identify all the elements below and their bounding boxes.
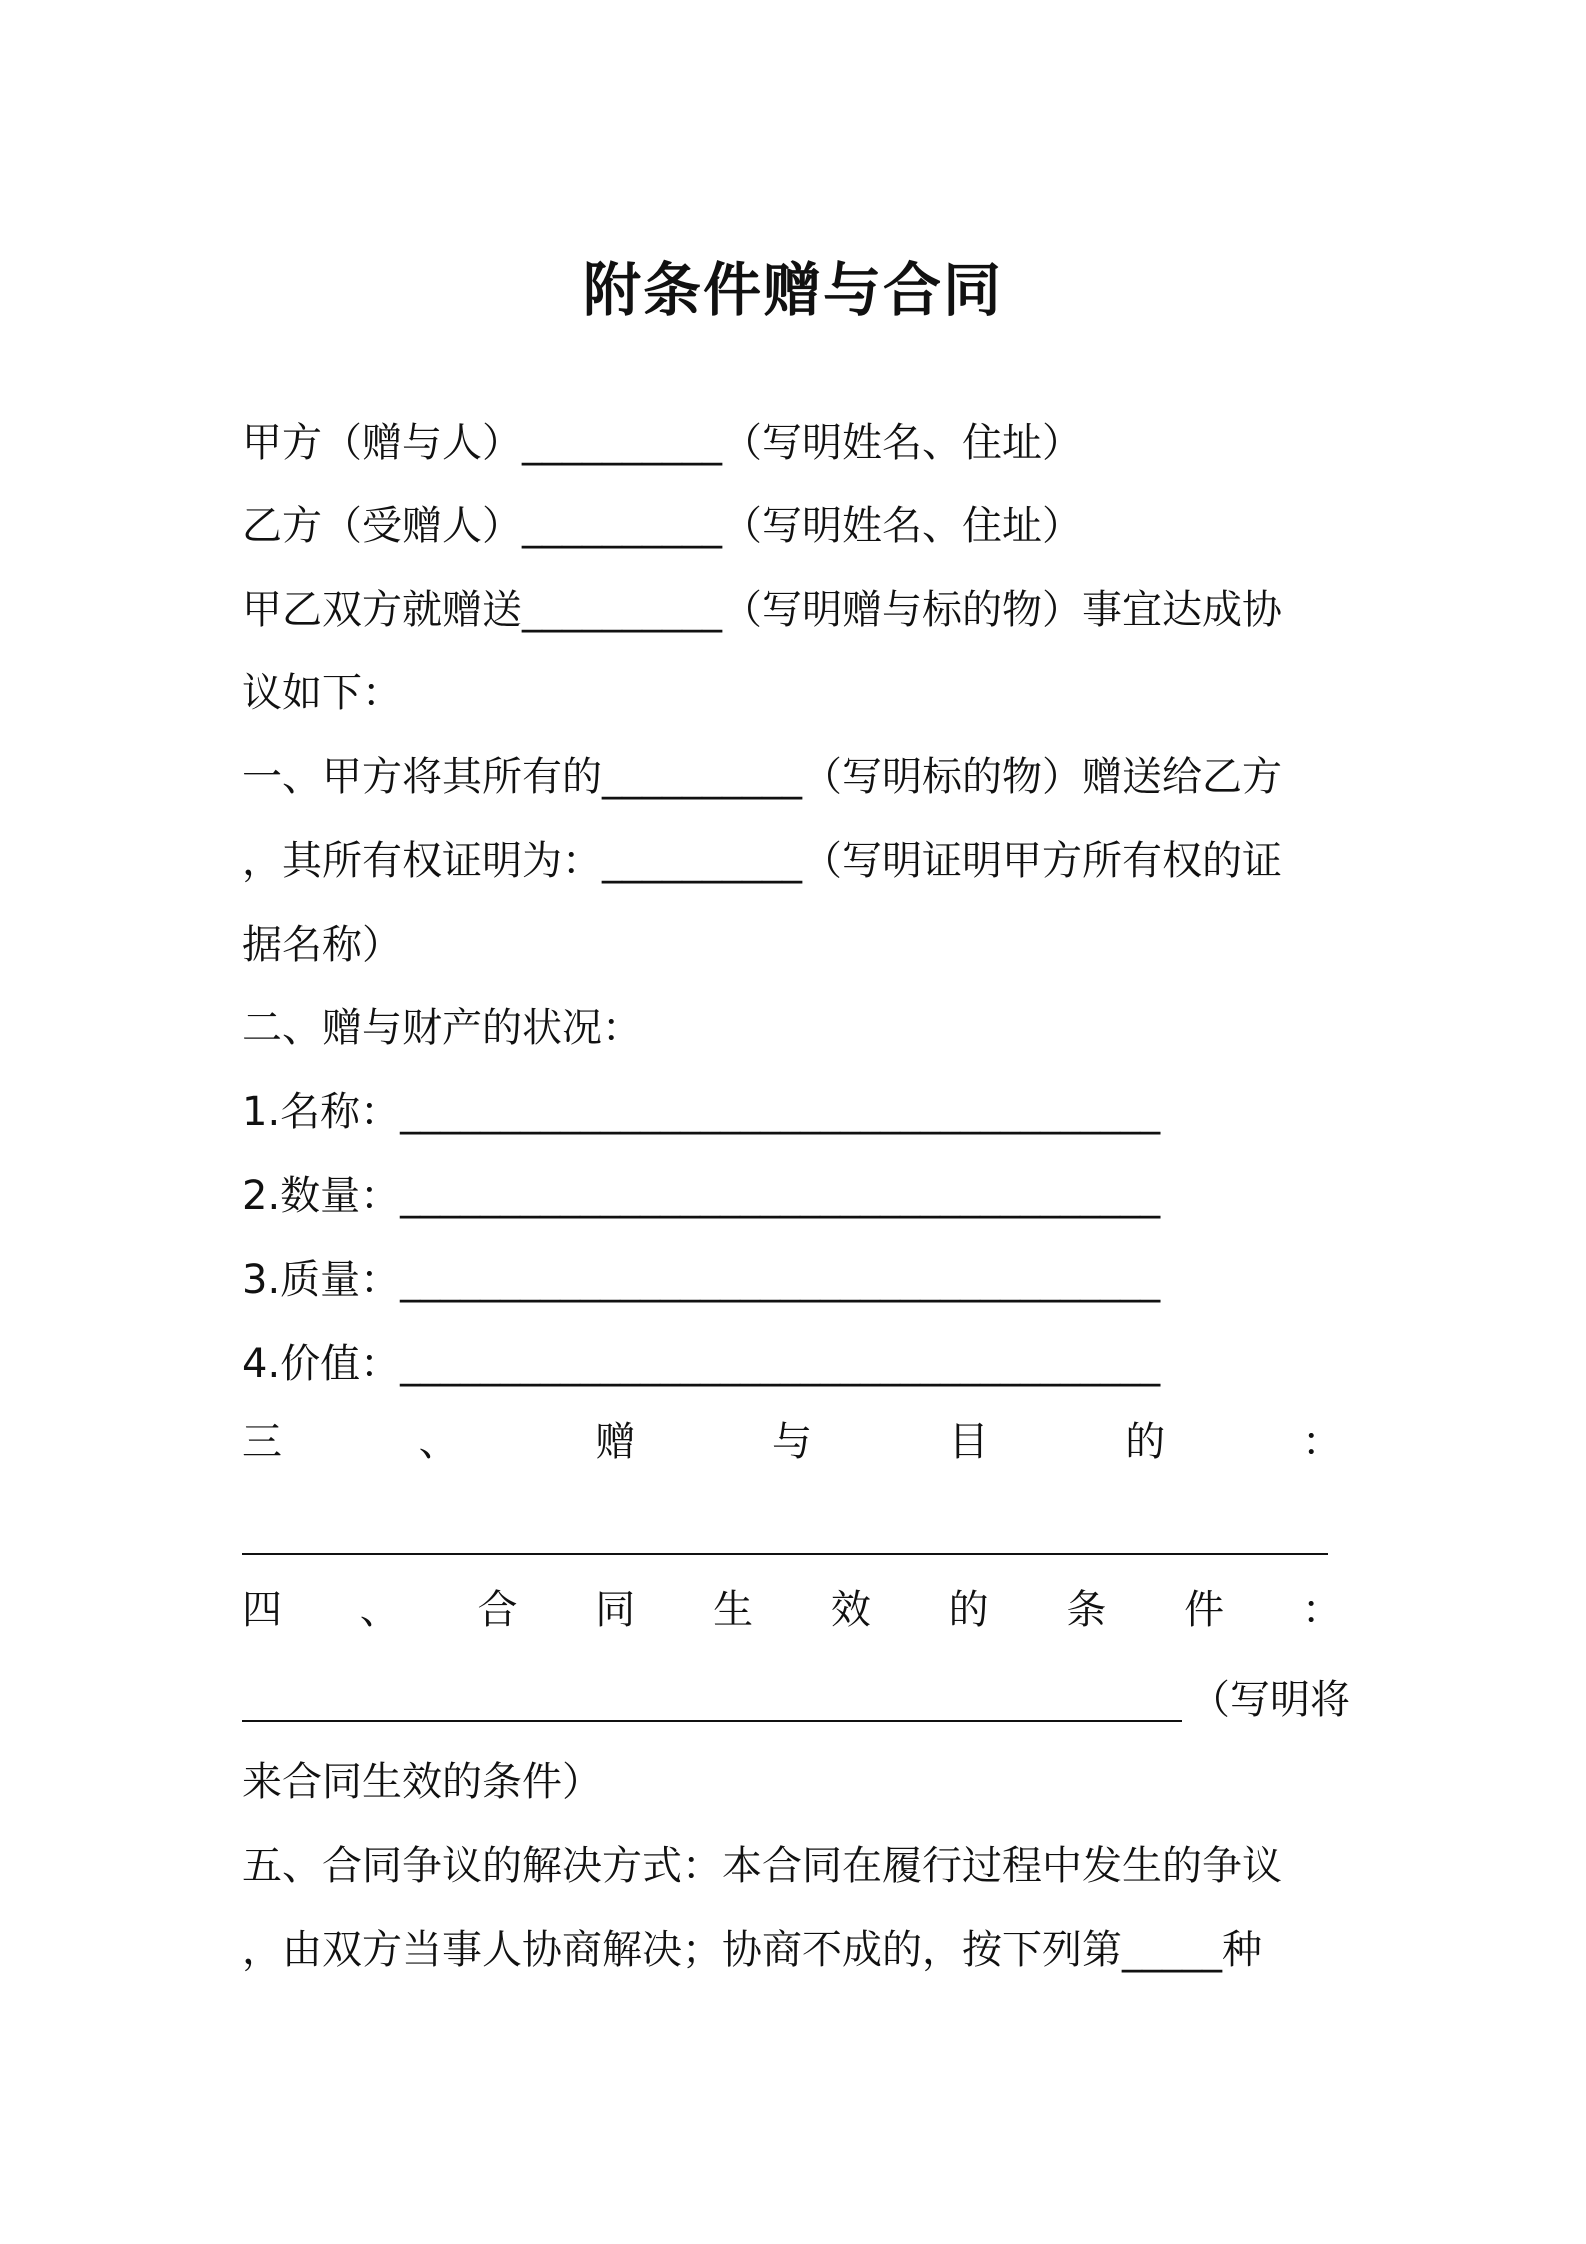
- clause-3-blank-rule: [242, 1553, 1328, 1555]
- clause-2-heading: 二、赠与财产的状况：: [242, 1005, 642, 1051]
- clause-3-char: 与: [771, 1419, 812, 1465]
- property-name-line: 1.名称：______________________________________: [242, 1089, 1161, 1135]
- party-a-line: 甲方（赠与人）__________（写明姓名、住址）: [242, 420, 1082, 466]
- clause-4-char: 同: [595, 1587, 636, 1633]
- clause-1-line: 一、甲方将其所有的__________（写明标的物）赠送给乙方: [242, 754, 1282, 800]
- party-b-line: 乙方（受赠人）__________（写明姓名、住址）: [242, 503, 1082, 549]
- clause-4-char: ：: [1301, 1587, 1342, 1633]
- clause-5-line: 五、合同争议的解决方式：本合同在履行过程中发生的争议: [242, 1843, 1282, 1889]
- clause-4-char: 合: [477, 1587, 518, 1633]
- document-title: 附条件赠与合同: [582, 256, 1003, 324]
- clause-3-char: 的: [1125, 1419, 1166, 1465]
- clause-5-continued: ，由双方当事人协商解决；协商不成的，按下列第_____种: [242, 1927, 1262, 1973]
- clause-3-char: ：: [1301, 1419, 1342, 1465]
- clause-3-char: 赠: [595, 1419, 636, 1465]
- clause-4-char: 、: [359, 1587, 400, 1633]
- clause-4-char: 件: [1184, 1587, 1225, 1633]
- agreement-intro-continued: 议如下：: [242, 670, 402, 716]
- clause-4-char: 的: [948, 1587, 989, 1633]
- agreement-intro-line: 甲乙双方就赠送__________（写明赠与标的物）事宜达成协: [242, 587, 1282, 633]
- clause-4-char: 四: [242, 1587, 282, 1633]
- clause-4-char: 条: [1066, 1587, 1107, 1633]
- clause-3-char: 目: [948, 1419, 989, 1465]
- clause-4-blank-rule: [242, 1720, 1182, 1722]
- clause-4-char: 效: [830, 1587, 871, 1633]
- clause-3-char: 三: [242, 1419, 282, 1465]
- clause-1-ownership-line: ，其所有权证明为：__________（写明证明甲方所有权的证: [242, 838, 1282, 884]
- clause-3-heading: [242, 1414, 1342, 1470]
- clause-4-continued: 来合同生效的条件）: [242, 1759, 602, 1805]
- clause-1-continued: 据名称）: [242, 922, 402, 968]
- property-quality-line: 3.质量：______________________________________: [242, 1257, 1161, 1303]
- clause-4-note: （写明将: [1190, 1677, 1350, 1723]
- property-value-line: 4.价值：______________________________________: [242, 1341, 1161, 1387]
- clause-4-heading: [242, 1582, 1342, 1638]
- clause-3-char: 、: [418, 1419, 459, 1465]
- clause-4-char: 生: [713, 1587, 754, 1633]
- property-quantity-line: 2.数量：______________________________________: [242, 1173, 1161, 1219]
